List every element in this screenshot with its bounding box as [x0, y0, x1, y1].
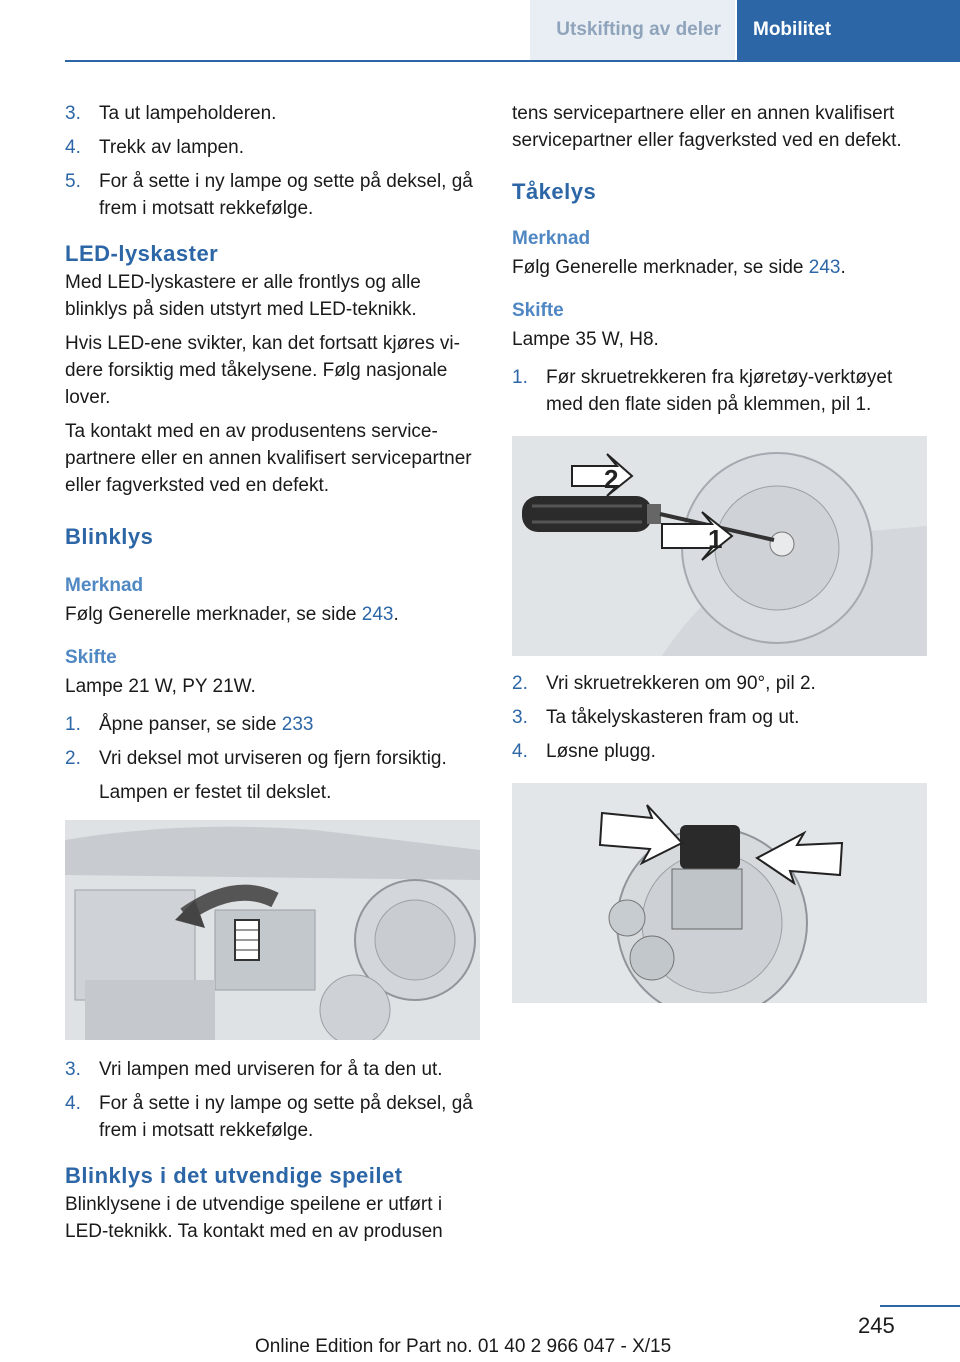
fog-heading: Tåkelys: [512, 179, 597, 204]
blinklys-heading: Blinklys: [65, 524, 154, 549]
note-text: Følg Generelle merknader, se side: [65, 604, 362, 625]
arrow-label-2: 2: [604, 464, 619, 494]
header-rule: [65, 60, 960, 62]
mirror-paragraph: Blinklysene i de utvendige speilene er utført i LED-teknikk. Ta kontakt med en av produsen: [65, 1194, 443, 1242]
engine-bay-illustration: [65, 820, 480, 1040]
list-text: Ta ut lampeholderen.: [99, 103, 277, 124]
screwdriver-illustration: [512, 436, 927, 656]
blinklys-lamp-spec: Lampe 21 W, PY 21W.: [65, 676, 256, 697]
headlight-figure: [65, 820, 480, 1040]
list-item: [65, 1090, 480, 1144]
list-number: 4.: [512, 741, 528, 762]
list-item: [512, 364, 932, 418]
led-paragraph: Med LED-lyskastere er alle frontlys og alle blinklys på siden utstyrt med LED-teknikk.: [65, 272, 421, 320]
header-chapter-tab[interactable]: Mobilitet: [737, 0, 960, 60]
page-header: [0, 0, 960, 62]
list-number: 4.: [65, 1093, 81, 1114]
fog-note-heading: Merknad: [512, 228, 591, 249]
list-number: 1.: [65, 714, 81, 735]
list-text: Åpne panser, se side: [99, 714, 282, 735]
list-number: 3.: [65, 103, 81, 124]
plug-illustration: [512, 783, 927, 1003]
list-item: [512, 670, 932, 697]
list-text: For å sette i ny lampe og sette på deksel, gå frem i motsatt rekkefølge.: [99, 171, 473, 219]
blinklys-note-text: [65, 601, 480, 628]
page-link[interactable]: 233: [281, 714, 314, 735]
list-text: Vri deksel mot urviseren og fjern forsiktig.: [99, 748, 447, 769]
led-paragraph: Ta kontakt med en av produsentens servicepartnere eller en annen kvalifisert servicepartner eller fagverksted ved en defekt.: [65, 421, 472, 496]
list-item: [512, 704, 932, 731]
page-link[interactable]: 243: [808, 257, 841, 278]
arrow-label-1: 1: [708, 524, 723, 554]
list-number: 1.: [512, 367, 528, 388]
header-section-title: Utskifting av deler: [530, 0, 735, 60]
list-number: 4.: [65, 137, 81, 158]
list-item: [512, 738, 932, 765]
edition-footer: Online Edition for Part no. 01 40 2 966 047 - X/15: [255, 1336, 672, 1357]
list-item: [65, 745, 480, 772]
list-text: Løsne plugg.: [546, 741, 656, 762]
list-item: [65, 1056, 480, 1083]
list-number: 5.: [65, 171, 81, 192]
plug-figure: [512, 783, 927, 1003]
list-text: Vri lampen med urviseren for å ta den ut.: [99, 1059, 443, 1080]
footer-rule: [880, 1305, 960, 1307]
list-continuation: Lampen er festet til dekslet.: [99, 782, 332, 803]
list-item: [65, 711, 480, 738]
list-text: Trekk av lampen.: [99, 137, 245, 158]
fog-note-text: [512, 254, 932, 281]
list-number: 3.: [65, 1059, 81, 1080]
note-punct: .: [840, 257, 846, 278]
list-text: For å sette i ny lampe og sette på deksel, gå frem i motsatt rekkefølge.: [99, 1093, 473, 1141]
list-number: 2.: [65, 748, 81, 769]
foglight-figure: [512, 436, 927, 656]
led-heading: LED-lyskaster: [65, 241, 219, 266]
blinklys-note-heading: Merknad: [65, 575, 144, 596]
note-text: Følg Generelle merknader, se side: [512, 257, 809, 278]
page-link[interactable]: 243: [361, 604, 394, 625]
list-text: Ta tåkelyskasteren fram og ut.: [546, 707, 800, 728]
list-text: Før skruetrekkeren fra kjøretøy-verktøyet med den flate siden på klemmen, pil 1.: [546, 367, 893, 415]
note-punct: .: [393, 604, 399, 625]
list-item: [65, 100, 480, 127]
left-column: [65, 100, 480, 1252]
list-item: [65, 168, 480, 222]
continued-paragraph: tens servicepartnere eller en annen kvalifisert servicepartner eller fagverksted ved en defekt.: [512, 103, 902, 151]
list-text: Vri skruetrekkeren om 90°, pil 2.: [546, 673, 816, 694]
list-number: 3.: [512, 707, 528, 728]
fog-change-heading: Skifte: [512, 300, 564, 321]
list-item: [65, 134, 480, 161]
led-paragraph: Hvis LED-ene svikter, kan det fortsatt kjøres videre forsiktig med tåkelysene. Følg nasjonale lover.: [65, 333, 460, 408]
page-number: 245: [858, 1313, 895, 1338]
list-number: 2.: [512, 673, 528, 694]
right-column: [512, 100, 932, 1003]
blinklys-change-heading: Skifte: [65, 647, 117, 668]
fog-lamp-spec: Lampe 35 W, H8.: [512, 329, 659, 350]
mirror-heading: Blinklys i det utvendige speilet: [65, 1163, 403, 1188]
